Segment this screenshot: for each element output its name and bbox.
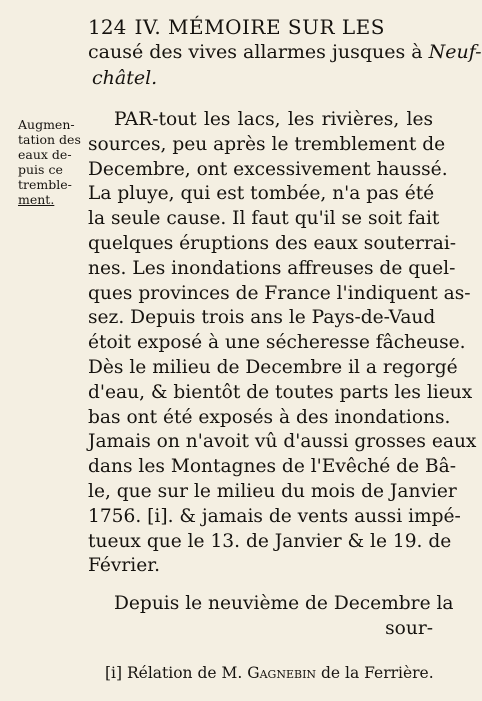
text-line: La pluye, qui est tombée, n'a pas été [88, 183, 435, 205]
text-line: ques provinces de France l'indiquent as- [88, 282, 471, 304]
text-line: la seule cause. Il faut qu'il se soit fait [88, 208, 440, 230]
heading-text: causé des vives allarmes jusques à [88, 41, 429, 63]
text-line: Decembre, ont excessivement haussé. [88, 158, 448, 180]
marginal-note [18, 117, 82, 207]
text-line: le, que sur le milieu du mois de Janvier [88, 480, 457, 502]
text-line: Dès le milieu de Decembre il a regorgé [88, 356, 458, 378]
heading-line-2 [88, 40, 482, 64]
marginal-note-line: tremble- [18, 177, 72, 192]
footnote [105, 663, 434, 683]
text-line: nes. Les inondations affreuses de quel- [88, 257, 456, 279]
marginal-note-line: tation des [18, 132, 81, 147]
heading-place: Neuf- [428, 41, 482, 63]
text-line: sources, peu après le tremblement de [88, 133, 446, 155]
paragraph-1 [88, 108, 477, 579]
footnote-marker: [i] [105, 664, 123, 682]
text-line: 1756. [i]. & jamais de vents aussi impé- [88, 505, 461, 527]
text-line: d'eau, & bientôt de toutes parts les lieux [88, 381, 473, 403]
text-line: Février. [88, 555, 160, 577]
footnote-author: Gagnebin [247, 664, 317, 682]
text-line: quelques éruptions des eaux souterrai- [88, 232, 457, 254]
footnote-tail: de la Ferrière. [316, 664, 434, 682]
text-line: Jamais on n'avoit vû d'aussi grosses eaux [88, 431, 477, 453]
text-line: étoit exposé à une sécheresse fâcheuse. [88, 332, 466, 354]
footnote-text: Rélation de M. [122, 664, 248, 682]
paragraph-2 [88, 592, 454, 642]
catchword: sour- [385, 617, 433, 639]
page-number: 124 [88, 15, 127, 39]
marginal-note-line: puis ce [18, 162, 63, 177]
text-line: Depuis le neuvième de Decembre la [114, 593, 454, 614]
running-head [88, 14, 433, 40]
text-line: PAR-tout les lacs, les rivières, les [114, 109, 433, 130]
chapter-title: IV. MÉMOIRE SUR LES [134, 15, 385, 39]
text-line: bas ont été exposés à des inondations. [88, 406, 451, 428]
marginal-note-line: Augmen- [18, 117, 75, 132]
text-line: sez. Depuis trois ans le Pays-de-Vaud [88, 307, 436, 329]
marginal-note-line: eaux de- [18, 147, 72, 162]
text-line: tueux que le 13. de Janvier & le 19. de [88, 530, 452, 552]
marginal-note-line: ment. [18, 192, 55, 207]
heading-line-3: châtel. [92, 67, 158, 89]
text-line: dans les Montagnes de l'Evêché de Bâ- [88, 456, 457, 478]
